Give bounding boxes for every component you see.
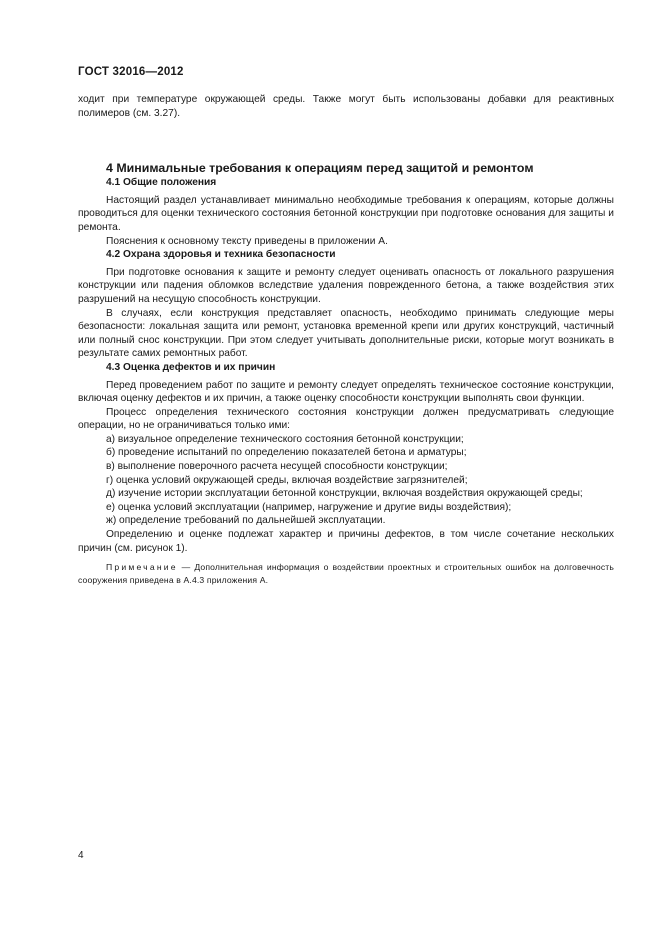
document-code-header: ГОСТ 32016—2012 (78, 66, 184, 78)
section-4-1-paragraph-2: Пояснения к основному тексту приведены в приложении А. (106, 235, 388, 247)
list-item: а) визуальное определение технического состояния бетонной конструкции; (106, 433, 464, 445)
note-label: Примечание (106, 562, 178, 573)
list-item: д) изучение истории эксплуатации бетонной конструкции, включая воздействия окружающей среды; (106, 488, 583, 500)
note-text: — Дополнительная информация о воздействии проектных и строительных ошибок на долговечность сооружения приведена в А.4.3 приложения А. (78, 562, 614, 586)
section-4-3-paragraph-2: Процесс определения технического состояния конструкции должен предусматривать следующие операции, но не ограничиваться только ими: (78, 406, 614, 432)
list-item: е) оценка условий эксплуатации (например, нагружение и другие виды воздействия); (106, 501, 512, 513)
section-4-2-heading: 4.2 Охрана здоровья и техника безопасности (106, 249, 336, 261)
section-4-1-heading: 4.1 Общие положения (106, 177, 217, 189)
operations-list (78, 433, 614, 528)
list-item: г) оценка условий окружающей среды, включая воздействие загрязнителей; (106, 474, 468, 486)
section-4-3-paragraph-3: Определению и оценке подлежат характер и причины дефектов, в том числе сочетание нескольких причин (см. рисунок 1). (78, 529, 614, 554)
page-content (78, 93, 614, 587)
section-4-heading: 4 Минимальные требования к операциям перед защитой и ремонтом (106, 161, 534, 176)
section-4-3-paragraph-1: Перед проведением работ по защите и ремонту следует определять техническое состояние конструкции, включая оценку дефектов и их причин, а также оценку способности конструкции выполнять свои функции. (78, 379, 614, 405)
list-item: в) выполнение поверочного расчета несущей способности конструкции; (106, 461, 448, 473)
note (78, 561, 614, 587)
list-item: ж) определение требований по дальнейшей эксплуатации. (106, 515, 386, 527)
section-4-2-paragraph-1: При подготовке основания к защите и ремонту следует оценивать опасность от локального разрушения конструкции или падения обломков вследствие удаления поврежденного бетона, а также воздействия этих разрушений на несущую способность конструкции. (78, 266, 614, 305)
section-4-3-heading: 4.3 Оценка дефектов и их причин (106, 361, 276, 373)
continuation-paragraph: ходит при температуре окружающей среды. Также могут быть использованы добавки для реактивных полимеров (см. 3.27). (78, 94, 614, 119)
list-item: б) проведение испытаний по определению показателей бетона и арматуры; (106, 447, 467, 459)
page-number: 4 (78, 850, 84, 861)
section-4-1-paragraph-1: Настоящий раздел устанавливает минимально необходимые требования к операциям, которые должны проводиться для оценки технического состояния бетонной конструкции при подготовке основания для защиты и ремонта. (78, 194, 614, 233)
section-4-2-paragraph-2: В случаях, если конструкция представляет опасность, необходимо принимать следующие меры безопасности: локальная защита или ремонт, установка временной крепи или других конструкций, частичный или полный снос конструкции. При этом следует учитывать дополнительные риски, которые могут возникать в результате самих ремонтных работ. (78, 307, 614, 360)
